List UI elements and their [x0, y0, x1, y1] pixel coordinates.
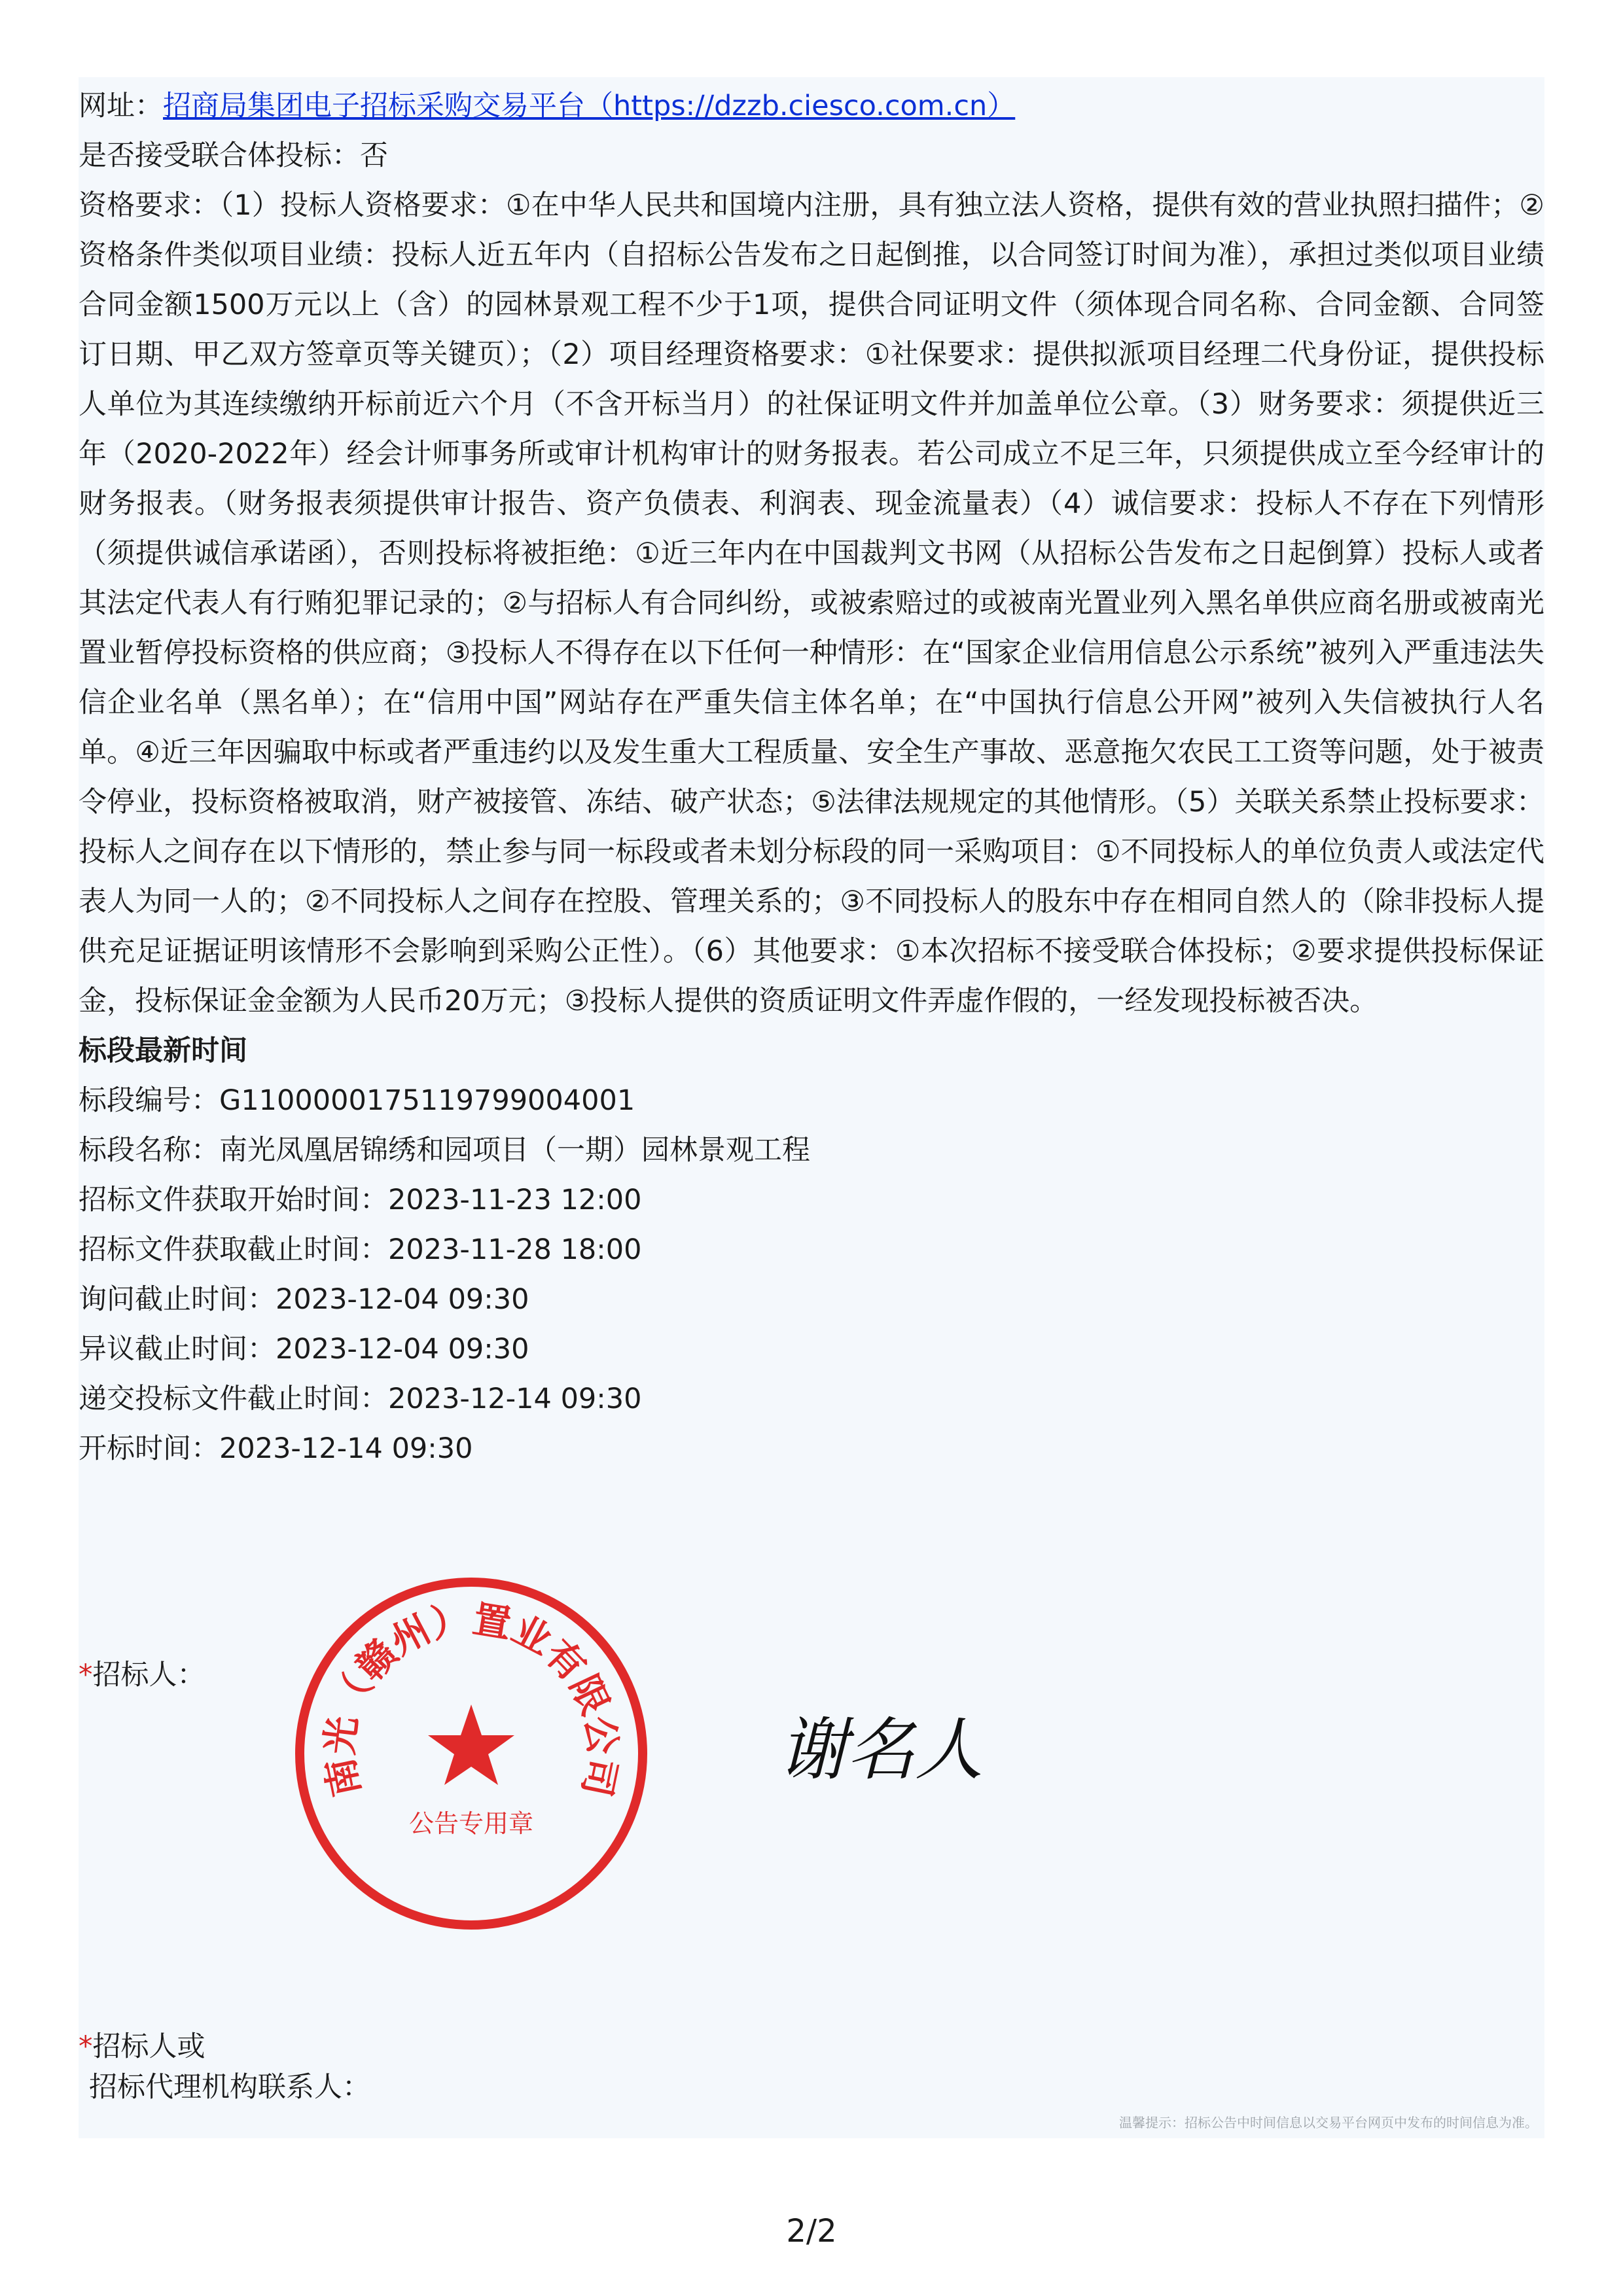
company-seal — [288, 1570, 654, 1937]
seal-purpose-text: 公告专用章 — [408, 1809, 534, 1838]
qualification-paragraph: 资格要求：（1）投标人资格要求：①在中华人民共和国境内注册，具有独立法人资格，提供有效的营业执照扫描件；②资格条件类似项目业绩：投标人近五年内（自招标公告发布之日起倒推，以合同签订时间为准），承担过类似项目业绩合同金额1500万元以上（含）的园林景观工程不少于1项，提供合同证明文件（须体现合同名称、合同金额、合同签订日期、甲乙双方签章页等关键页）；（2）项目经理资格要求：①社保要求：提供拟派项目经理二代身份证，提供投标人单位为其连续缴纳开标前近六个月（不含开标当月）的社保证明文件并加盖单位公章。（3）财务要求：须提供近三年（2020-2022年）经会计师事务所或审计机构审计的财务报表。若公司成立不足三年，只须提供成立至今经审计的财务报表。（财务报表须提供审计报告、资产负债表、利润表、现金流量表）（4）诚信要求：投标人不存在下列情形（须提供诚信承诺函），否则投标将被拒绝：①近三年内在中国裁判文书网（从招标公告发布之日起倒算）投标人或者其法定代表人有行贿犯罪记录的；②与招标人有合同纠纷，或被索赔过的或被南光置业列入黑名单供应商名册或被南光置业暂停投标资格的供应商；③投标人不得存在以下任何一种情形：在“国家企业信用信息公示系统”被列入严重违法失信企业名单（黑名单）；在“信用中国”网站存在严重失信主体名单；在“中国执行信息公开网”被列入失信被执行人名单。④近三年因骗取中标或者严重违约以及发生重大工程质量、安全生产事故、恶意拖欠农民工工资等问题，处于被责令停业，投标资格被取消，财产被接管、冻结、破产状态；⑤法律法规规定的其他情形。（5）关联关系禁止投标要求：投标人之间存在以下情形的，禁止参与同一标段或者未划分标段的同一采购项目：①不同投标人的单位负责人或法定代表人为同一人的；②不同投标人之间存在控股、管理关系的；③不同投标人的股东中存在相同自然人的（除非投标人提供充足证据证明该情形不会影响到采购公正性）。（6）其他要求：①本次招标不接受联合体投标；②要求提供投标保证金，投标保证金金额为人民币20万元；③投标人提供的资质证明文件弄虚作假的，一经发现投标被否决。 — [79, 189, 1544, 1017]
consortium-line: 是否接受联合体投标：否 — [79, 139, 388, 172]
seal-company-text: 南光（赣州）置业有限公司 — [317, 1597, 626, 1801]
signature-text: 谢名人 — [779, 1710, 984, 1790]
submission-deadline: 递交投标文件截止时间：2023-12-14 09:30 — [79, 1383, 642, 1415]
seal-star-icon — [428, 1704, 514, 1785]
section-name: 标段名称：南光凤凰居锦绣和园项目（一期）园林景观工程 — [79, 1134, 810, 1167]
contact-label-1: 招标人或 — [92, 2030, 205, 2063]
handwritten-signature — [772, 1695, 1021, 1806]
contact-field-label-1 — [79, 2027, 205, 2066]
page-number: 2/2 — [786, 2213, 837, 2250]
required-asterisk: * — [79, 1659, 93, 1691]
tenderer-field-label — [79, 1655, 205, 1695]
document-body — [79, 81, 1544, 1474]
footer-tip: 温馨提示：招标公告中时间信息以交易平台网页中发布的时间信息为准。 — [1119, 2115, 1538, 2130]
inquiry-deadline: 询问截止时间：2023-12-04 09:30 — [79, 1283, 529, 1316]
contact-field-label-2: 招标代理机构联系人： — [89, 2071, 370, 2104]
website-line — [79, 81, 1544, 131]
doc-obtain-end: 招标文件获取截止时间：2023-11-28 18:00 — [79, 1233, 642, 1266]
platform-link[interactable]: 招商局集团电子招标采购交易平台（https://dzzb.ciesco.com.cn） — [163, 90, 1016, 122]
opening-time: 开标时间：2023-12-14 09:30 — [79, 1432, 473, 1465]
required-asterisk: * — [79, 2030, 93, 2063]
objection-deadline: 异议截止时间：2023-12-04 09:30 — [79, 1333, 529, 1366]
website-label: 网址： — [79, 90, 163, 122]
section-heading: 标段最新时间 — [79, 1034, 247, 1067]
section-number: 标段编号：G1100000175119799004001 — [79, 1084, 635, 1117]
doc-obtain-start: 招标文件获取开始时间：2023-11-23 12:00 — [79, 1184, 642, 1216]
tenderer-label: 招标人： — [92, 1659, 205, 1691]
